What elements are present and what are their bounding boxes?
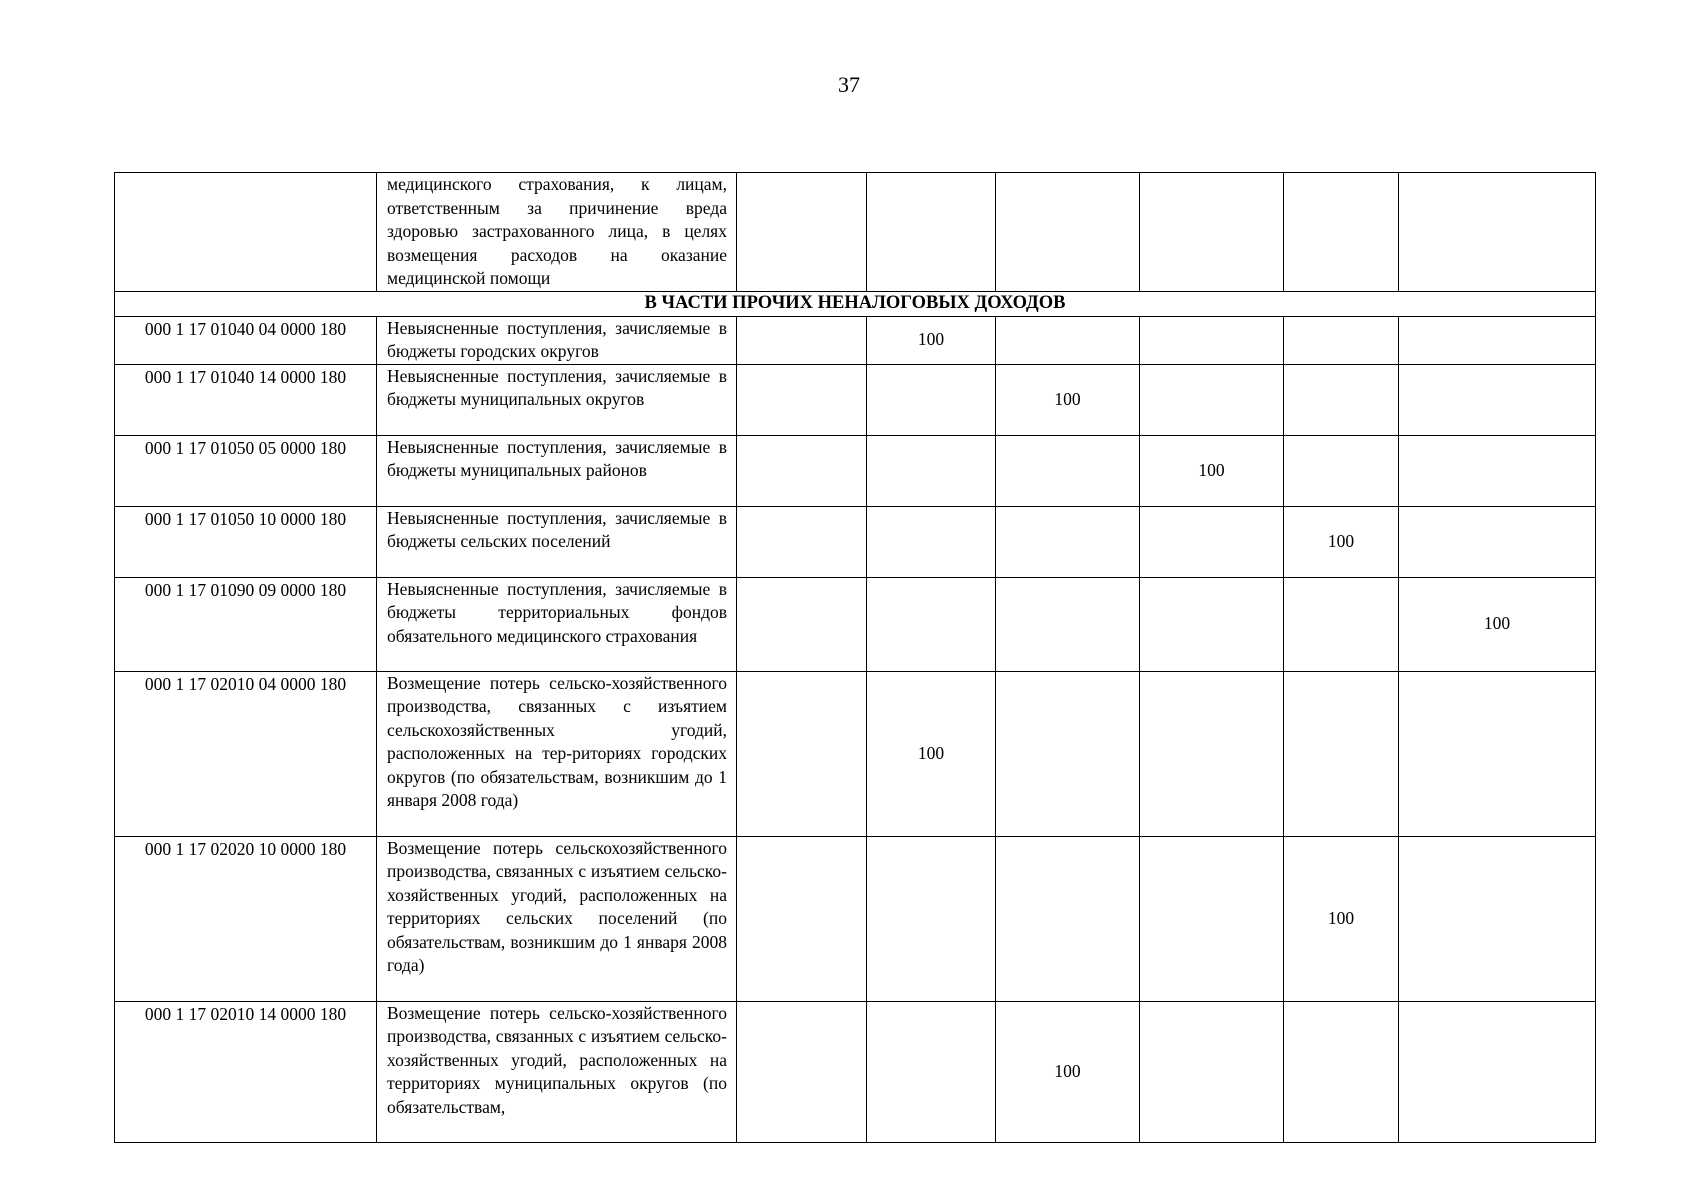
share-cell-4: [1140, 364, 1284, 435]
revenue-description-cell: Невыясненные поступления, зачисляемые в бюджеты муниципальных районов: [377, 435, 737, 506]
share-cell-1: [737, 435, 867, 506]
share-cell-1: [737, 1001, 867, 1142]
budget-code-cell: 000 1 17 01050 05 0000 180: [115, 435, 377, 506]
table-row: [115, 577, 1596, 671]
revenue-description-cell: Невыясненные поступления, зачисляемые в бюджеты муниципальных округов: [377, 364, 737, 435]
share-cell-3: [996, 435, 1140, 506]
table-row: [115, 435, 1596, 506]
share-cell-6: 100: [1399, 577, 1596, 671]
share-cell-3: [996, 577, 1140, 671]
revenue-distribution-table: [114, 172, 1596, 1143]
section-title: В ЧАСТИ ПРОЧИХ НЕНАЛОГОВЫХ ДОХОДОВ: [115, 291, 1596, 316]
share-cell-3: [996, 506, 1140, 577]
share-cell-4: [1140, 836, 1284, 1001]
share-cell-6: [1399, 364, 1596, 435]
revenue-description-cell: медицинского страхования, к лицам, ответственным за причинение вреда здоровью застрахованного лица, в целях возмещения расходов на оказание медицинской помощи: [377, 173, 737, 292]
share-cell-4: [1140, 1001, 1284, 1142]
table-row: [115, 836, 1596, 1001]
share-cell-4: [1140, 671, 1284, 836]
budget-code-cell: [115, 173, 377, 292]
share-cell-5: [1284, 316, 1399, 364]
share-cell-5: 100: [1284, 506, 1399, 577]
revenue-description-cell: Невыясненные поступления, зачисляемые в бюджеты сельских поселений: [377, 506, 737, 577]
share-cell-4: [1140, 173, 1284, 292]
share-cell-6: [1399, 173, 1596, 292]
revenue-description-cell: Возмещение потерь сельскохозяйственного производства, связанных с изъятием сельско-хозяйственных угодий, расположенных на территориях сельских поселений (по обязательствам, возникшим до 1 января 2008 года): [377, 836, 737, 1001]
share-cell-6: [1399, 836, 1596, 1001]
budget-code-cell: 000 1 17 01090 09 0000 180: [115, 577, 377, 671]
share-cell-6: [1399, 316, 1596, 364]
share-cell-3: [996, 671, 1140, 836]
share-cell-3: 100: [996, 364, 1140, 435]
share-cell-1: [737, 577, 867, 671]
share-cell-3: 100: [996, 1001, 1140, 1142]
section-header-row: [115, 291, 1596, 316]
revenue-description-cell: Возмещение потерь сельско-хозяйственного производства, связанных с изъятием сельскохозяйственных угодий, расположенных на тер-риториях городских округов (по обязательствам, возникшим до 1 января 2008 года): [377, 671, 737, 836]
share-cell-2: [867, 173, 996, 292]
revenue-description-cell: Невыясненные поступления, зачисляемые в бюджеты территориальных фондов обязательного медицинского страхования: [377, 577, 737, 671]
share-cell-4: [1140, 316, 1284, 364]
share-cell-2: [867, 364, 996, 435]
share-cell-1: [737, 173, 867, 292]
share-cell-3: [996, 173, 1140, 292]
share-cell-1: [737, 316, 867, 364]
share-cell-4: 100: [1140, 435, 1284, 506]
table-row: [115, 316, 1596, 364]
budget-code-cell: 000 1 17 02010 04 0000 180: [115, 671, 377, 836]
share-cell-1: [737, 364, 867, 435]
share-cell-5: [1284, 435, 1399, 506]
table-row-continuation: [115, 173, 1596, 292]
table-row: [115, 1001, 1596, 1142]
share-cell-2: 100: [867, 671, 996, 836]
table-row: [115, 671, 1596, 836]
revenue-description-cell: Возмещение потерь сельско-хозяйственного производства, связанных с изъятием сельско-хозяйственных угодий, расположенных на территориях муниципальных округов (по обязательствам,: [377, 1001, 737, 1142]
share-cell-5: [1284, 173, 1399, 292]
budget-code-cell: 000 1 17 02020 10 0000 180: [115, 836, 377, 1001]
share-cell-6: [1399, 1001, 1596, 1142]
share-cell-6: [1399, 671, 1596, 836]
share-cell-5: 100: [1284, 836, 1399, 1001]
share-cell-3: [996, 836, 1140, 1001]
budget-code-cell: 000 1 17 01040 14 0000 180: [115, 364, 377, 435]
share-cell-3: [996, 316, 1140, 364]
budget-code-cell: 000 1 17 02010 14 0000 180: [115, 1001, 377, 1142]
share-cell-5: [1284, 577, 1399, 671]
share-cell-5: [1284, 671, 1399, 836]
share-cell-6: [1399, 506, 1596, 577]
share-cell-5: [1284, 1001, 1399, 1142]
table-row: [115, 506, 1596, 577]
budget-code-cell: 000 1 17 01040 04 0000 180: [115, 316, 377, 364]
share-cell-2: [867, 836, 996, 1001]
page-number: 37: [838, 72, 860, 97]
share-cell-5: [1284, 364, 1399, 435]
revenue-description-cell: Невыясненные поступления, зачисляемые в бюджеты городских округов: [377, 316, 737, 364]
share-cell-4: [1140, 577, 1284, 671]
share-cell-1: [737, 836, 867, 1001]
share-cell-2: [867, 577, 996, 671]
table-row: [115, 364, 1596, 435]
share-cell-2: 100: [867, 316, 996, 364]
share-cell-1: [737, 506, 867, 577]
share-cell-2: [867, 435, 996, 506]
share-cell-2: [867, 506, 996, 577]
share-cell-1: [737, 671, 867, 836]
share-cell-4: [1140, 506, 1284, 577]
share-cell-6: [1399, 435, 1596, 506]
budget-code-cell: 000 1 17 01050 10 0000 180: [115, 506, 377, 577]
share-cell-2: [867, 1001, 996, 1142]
